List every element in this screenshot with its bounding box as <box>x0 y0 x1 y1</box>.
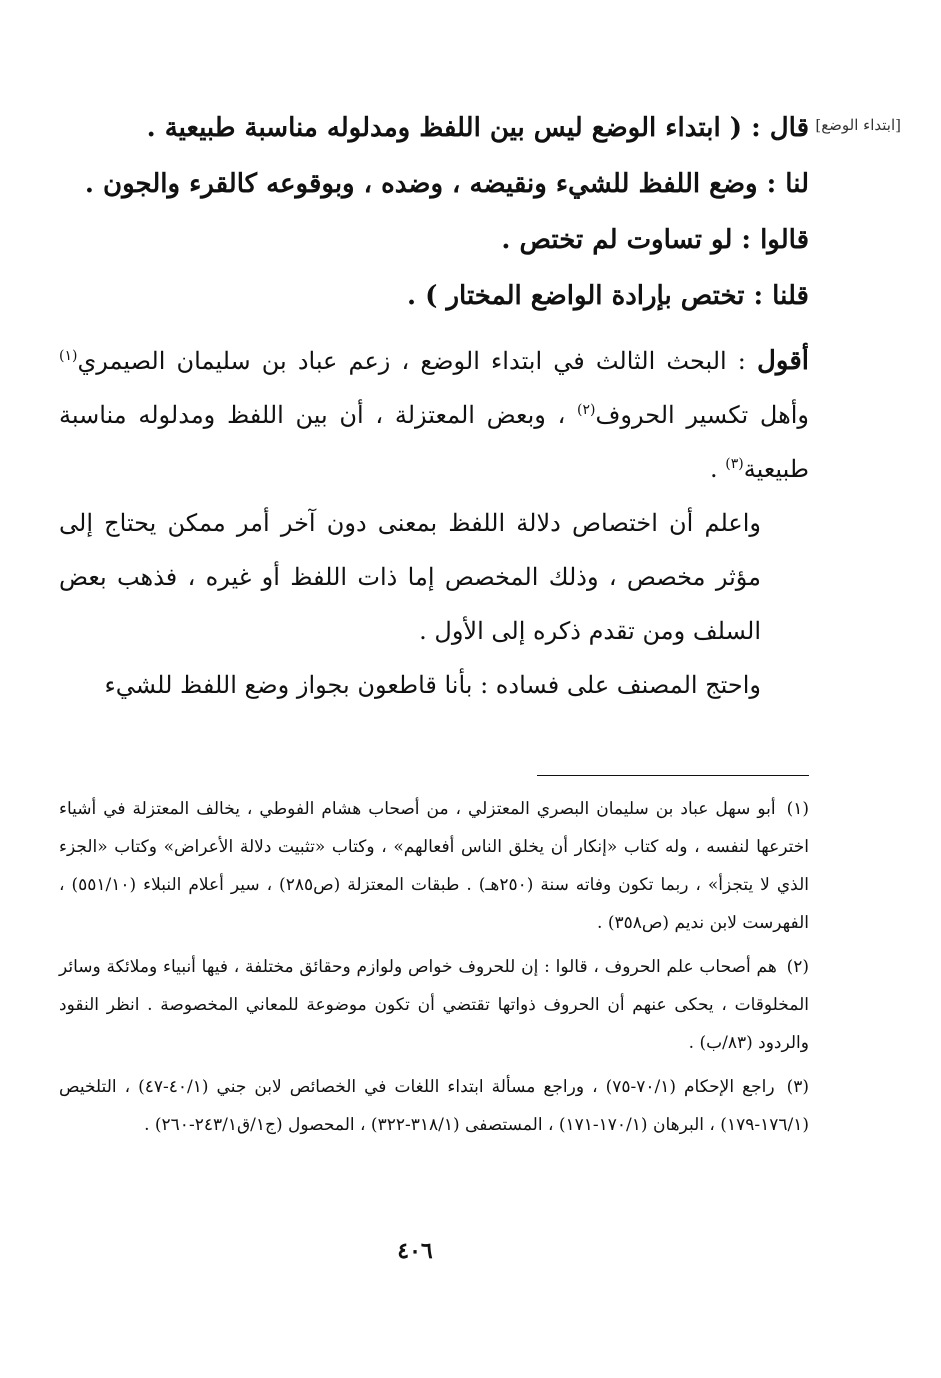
footnote-ref-3[interactable]: (٣) <box>725 456 744 472</box>
footnote-number: (٢) <box>786 957 810 977</box>
matn-line-4: قلنا : تختص بإرادة الواضع المختار ) . <box>407 281 809 311</box>
footnote-separator <box>537 775 809 776</box>
footnote-ref-2[interactable]: (٢) <box>577 402 596 418</box>
sharh-text-d: . <box>709 455 726 483</box>
margin-heading: [ابتداء الوضع] <box>815 116 901 134</box>
footnote-number: (١) <box>786 799 810 819</box>
sharh-lead-word: أقول <box>757 346 809 376</box>
sharh-text-c: ، وبعض المعتزلة ، أن بين اللفظ ومدلوله مناسبة طبيعية <box>59 401 809 483</box>
matn-line-1: قال : ( ابتداء الوضع ليس بين اللفظ ومدلوله مناسبة طبيعية . <box>146 113 809 143</box>
footnote-number: (٣) <box>786 1077 810 1097</box>
footnotes <box>59 790 809 1150</box>
main-text <box>59 100 809 712</box>
footnote-1 <box>59 790 809 942</box>
sharh-paragraph-3: واحتج المصنف على فساده : بأنا قاطعون بجواز وضع اللفظ للشيء <box>104 671 761 699</box>
sharh-text-b: وأهل تكسير الحروف <box>595 401 809 429</box>
page-number: ٤٠٦ <box>397 1238 433 1264</box>
footnote-text: راجع الإحكام (٧٠/١-٧٥) ، وراجع مسألة ابتداء اللغات في الخصائص لابن جني (٤٠/١-٤٧) ، التلخيص (١٧٦/١-١٧٩) ، البرهان (١٧٠/١-١٧١) ، المستصفى (٣١٨/١-٣٢٢) ، المحصول (ج١/ق٢٤٣/١-٢٦٠) . <box>59 1077 809 1135</box>
sharh-text-a: : البحث الثالث في ابتداء الوضع ، زعم عباد بن سليمان الصيمري <box>77 347 758 375</box>
sharh-paragraph-2: واعلم أن اختصاص دلالة اللفظ بمعنى دون آخر أمر ممكن يحتاج إلى مؤثر مخصص ، وذلك المخصص إما ذات اللفظ أو غيره ، فذهب بعض السلف ومن تقدم ذكره إلى الأول . <box>59 509 761 645</box>
sharh-paragraph-1 <box>59 334 809 496</box>
matn-line-2: لنا : وضع اللفظ للشيء ونقيضه ، وضده ، وبوقوعه كالقرء والجون . <box>84 169 809 199</box>
footnote-ref-1[interactable]: (١) <box>59 348 78 364</box>
footnote-text: أبو سهل عباد بن سليمان البصري المعتزلي ، من أصحاب هشام الفوطي ، يخالف المعتزلة في أشياء اخترعها لنفسه ، وله كتاب «إنكار أن يخلق الناس أفعالهم» ، وكتاب «تثبيت دلالة الأعراض» وكتاب «الجزء الذي لا يتجزأ» ، ربما تكون وفاته سنة (٢٥٠هـ) . طبقات المعتزلة (ص٢٨٥) ، سير أعلام النبلاء (٥٥١/١٠) ، الفهرست لابن نديم (ص٣٥٨) . <box>59 799 809 933</box>
matn-line-3: قالوا : لو تساوت لم تختص . <box>501 225 809 255</box>
footnote-3 <box>59 1068 809 1144</box>
footnote-2 <box>59 948 809 1062</box>
footnote-text: هم أصحاب علم الحروف ، قالوا : إن للحروف خواص ولوازم وحقائق مختلفة ، فيها أنبياء وملائكة وسائر المخلوقات ، يحكى عنهم أن الحروف ذواتها تقتضي أن تكون موضوعة للمعاني المخصوصة . انظر النقود والردود (٨٣/ب) . <box>59 957 809 1053</box>
